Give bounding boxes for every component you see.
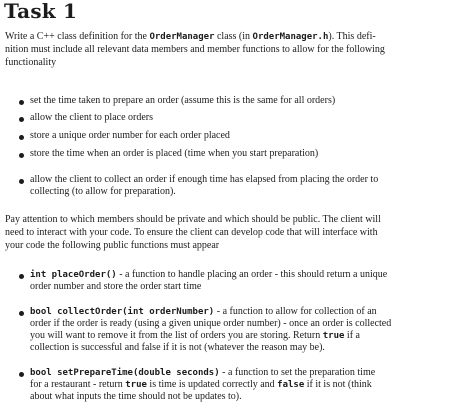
function-description: - a function to set the preparation time (219, 367, 376, 378)
bullet-dot (19, 153, 24, 158)
function-placeorder-line-1 (30, 269, 387, 281)
function-collectorder-line-1 (30, 306, 377, 318)
bullet-dot (19, 311, 24, 316)
function-collectorder-line-3 (30, 330, 360, 342)
function-signature-code: bool setPrepareTime(double seconds) (30, 368, 220, 378)
function-description: - a function to allow for collection of an (214, 306, 377, 317)
bullet-dot (19, 372, 24, 377)
function-description: you will want to remove it from the list of orders you are storing. Return (30, 330, 323, 341)
para2-line-3: your code the following public functions must appear (5, 240, 220, 251)
function-setpreparetime-line-2 (30, 379, 372, 391)
intro-line-2: nition must include all relevant data members and member functions to allow for the following (5, 44, 385, 55)
intro-line-1 (5, 31, 376, 43)
bullet-item-1: set the time taken to prepare an order (assume this is the same for all orders) (30, 95, 336, 106)
keyword-false-code: false (277, 380, 305, 390)
header-file-code: OrderManager.h (252, 32, 329, 42)
function-setpreparetime-line-1 (30, 367, 375, 379)
bullet-dot (19, 135, 24, 140)
function-placeorder-line-2: order number and store the order start time (30, 281, 202, 292)
function-collectorder-line-2: order if the order is ready (using a given unique order number) - once an order is collected (30, 318, 392, 329)
bullet-dot (19, 179, 24, 184)
function-signature-code: bool collectOrder(int orderNumber) (30, 307, 215, 317)
function-description: - a function to handle placing an order - this should return a unique (116, 269, 388, 280)
intro-text: class (in (214, 31, 253, 42)
bullet-item-5-line-1: allow the client to collect an order if enough time has elapsed from placing the order to (30, 174, 379, 185)
para2-line-1: Pay attention to which members should be private and which should be public. The client will (5, 214, 381, 225)
bullet-item-5-line-2: collecting (to allow for preparation). (30, 186, 176, 197)
intro-line-3: functionality (5, 57, 57, 68)
keyword-true-code: true (125, 380, 147, 390)
bullet-item-2: allow the client to place orders (30, 112, 154, 123)
intro-text: ). This defi- (328, 31, 376, 42)
function-setpreparetime-line-3: about what inputs the time should not be updates to). (30, 391, 242, 402)
function-collectorder-line-4: collection is successful and false if it is not (whatever the reason may be). (30, 342, 325, 353)
bullet-dot (19, 274, 24, 279)
function-description: if it is not (think (304, 379, 372, 390)
bullet-dot (19, 117, 24, 122)
bullet-dot (19, 100, 24, 105)
page-title: Task 1 (4, 0, 78, 23)
intro-text: Write a C++ class definition for the (5, 31, 150, 42)
class-name-code: OrderManager (149, 32, 215, 42)
bullet-item-4: store the time when an order is placed (time when you start preparation) (30, 148, 319, 159)
para2-line-2: need to interact with your code. To ensure the client can develop code that will interface with (5, 227, 378, 238)
function-description: if a (344, 330, 360, 341)
function-signature-code: int placeOrder() (30, 270, 117, 280)
bullet-item-3: store a unique order number for each order placed (30, 130, 230, 141)
function-description: for a restaurant - return (30, 379, 126, 390)
function-description: is time is updated correctly and (146, 379, 278, 390)
keyword-true-code: true (322, 331, 345, 341)
